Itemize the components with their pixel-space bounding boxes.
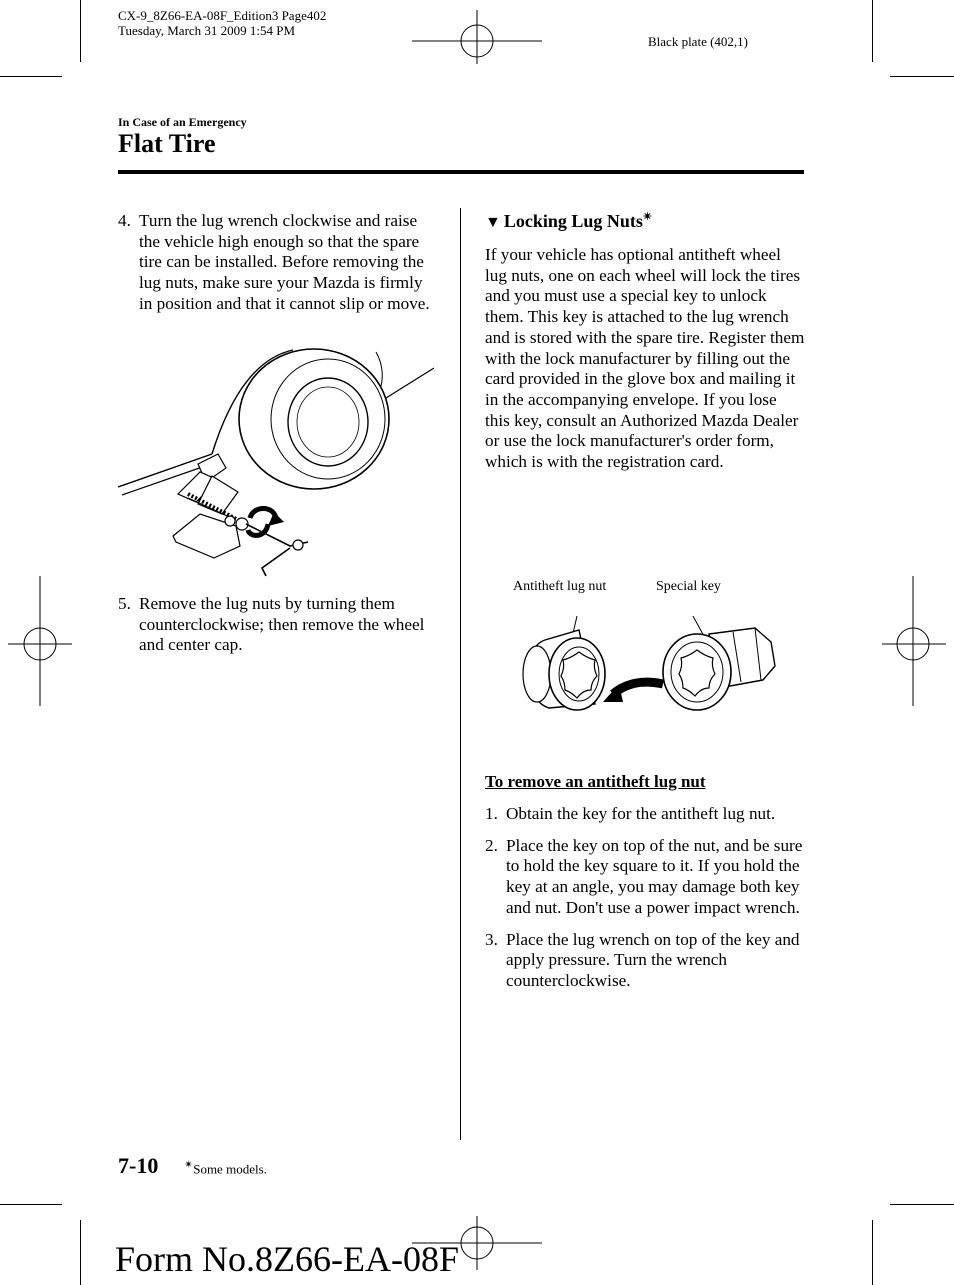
- crop-mark: [0, 76, 62, 77]
- left-column: [118, 211, 440, 326]
- step-number: 4.: [118, 211, 131, 230]
- registration-mark-top: [412, 2, 542, 78]
- heading-text: Locking Lug Nuts: [503, 211, 643, 231]
- step-number: 1.: [485, 804, 498, 823]
- remove-step: [485, 836, 805, 919]
- crop-mark: [890, 76, 954, 77]
- jack-illustration: [118, 346, 436, 586]
- step-number: 3.: [485, 929, 498, 949]
- crop-mark: [0, 1204, 62, 1205]
- remove-step: [485, 804, 805, 825]
- label-special-key: Special key: [656, 579, 721, 594]
- footnote-mark: ✴: [184, 1159, 194, 1171]
- step-5: [118, 594, 440, 656]
- crop-mark: [872, 1220, 873, 1285]
- step-text: Turn the lug wrench clockwise and raise the vehicle high enough so that the spare tire can be installed. Before removing the lug nuts, make sure your Mazda is firmly in position and that it cannot slip or move.: [139, 211, 430, 313]
- step-text: Place the key on top of the nut, and be sure to hold the key square to it. If you hold the key at an angle, you may damage both key and nut. Don't use a power impact wrench.: [506, 835, 803, 917]
- crop-mark: [80, 0, 81, 62]
- slug-line-2: Tuesday, March 31 2009 1:54 PM: [118, 23, 296, 38]
- registration-mark-left: [0, 576, 80, 706]
- step-number: 2.: [485, 835, 498, 855]
- plate-label: Black plate (402,1): [648, 34, 748, 49]
- crop-mark: [872, 0, 873, 62]
- some-models-mark: ✴: [642, 211, 653, 223]
- footnote: [184, 1158, 267, 1177]
- locking-lug-nuts-heading: [485, 210, 652, 232]
- step-4: [118, 211, 440, 315]
- step-text: Obtain the key for the antitheft lug nut.: [506, 804, 776, 823]
- form-number: Form No.8Z66-EA-08F: [115, 1239, 459, 1279]
- crop-mark: [80, 1220, 81, 1285]
- step-text: Place the lug wrench on top of the key and apply pressure. Turn the wrench counterclockwise.: [506, 929, 800, 990]
- footnote-text: Some models.: [193, 1161, 267, 1177]
- lug-nut-intro: If your vehicle has optional antitheft wheel lug nuts, one on each wheel will lock the tires and you must use a special key to unlock them. This key is attached to the lug wrench and is stored with the spare tire. Register them with the lock manufacturer by filling out the card provided in the glove box and mailing it in the accompanying envelope. If you lose this key, consult an Authorized Mazda Dealer or use the lock manufacturer's order form, which is with the registration card.: [485, 245, 805, 472]
- step-number: 5.: [118, 594, 131, 613]
- slug-info: [118, 8, 418, 38]
- lug-nut-illustration: [515, 600, 780, 715]
- page-number: 7-10: [118, 1153, 159, 1178]
- registration-mark-right: [874, 576, 954, 706]
- step-text: Remove the lug nuts by turning them counterclockwise; then remove the wheel and center cap.: [139, 594, 425, 655]
- slug-line-1: CX-9_8Z66-EA-08F_Edition3 Page402: [118, 8, 327, 23]
- left-column-lower: [118, 594, 440, 667]
- crop-mark: [890, 1204, 954, 1205]
- remove-nut-heading: To remove an antitheft lug nut: [485, 772, 706, 791]
- label-antitheft-nut: Antitheft lug nut: [513, 579, 607, 594]
- section-label: In Case of an Emergency: [118, 115, 247, 129]
- triangle-down-icon: ▼: [485, 214, 501, 231]
- remove-steps: [485, 804, 805, 1003]
- page-title: Flat Tire: [118, 129, 216, 158]
- remove-step: [485, 930, 805, 992]
- column-divider: [460, 208, 461, 1140]
- header-rule: [118, 170, 804, 174]
